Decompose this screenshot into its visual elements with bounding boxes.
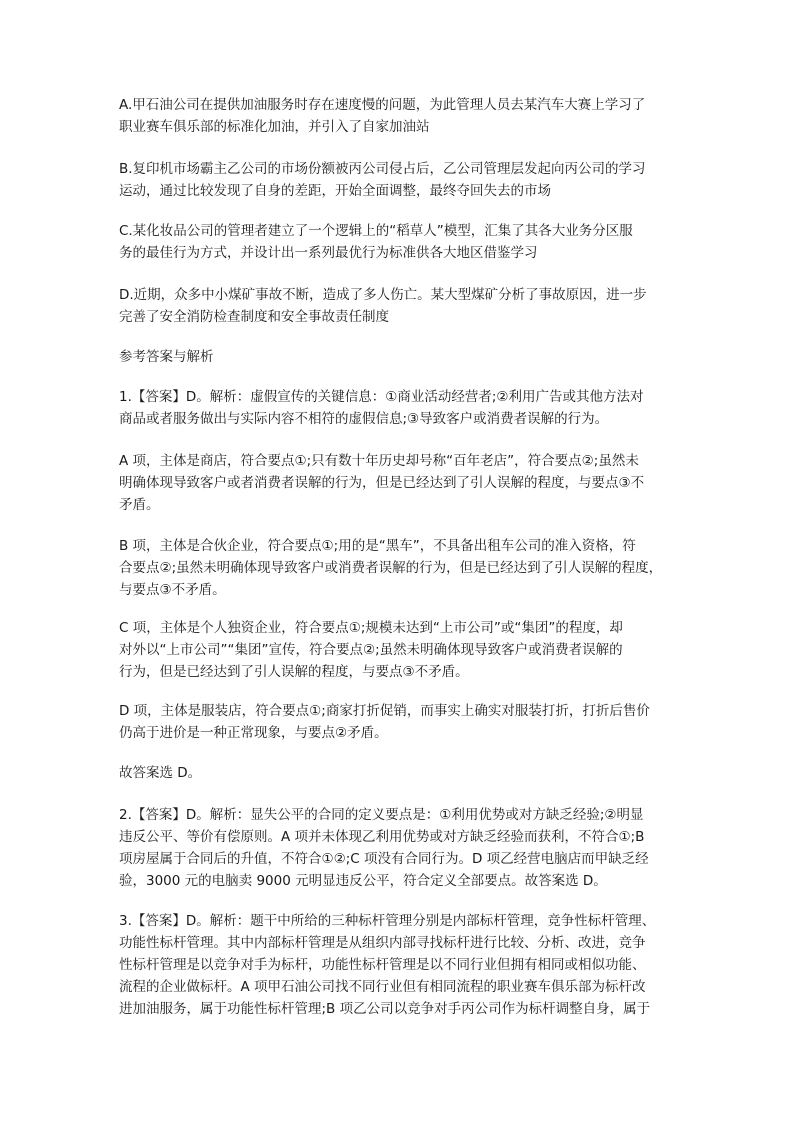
answer-2: 2.【答案】D。解析：显失公平的合同的定义要点是：①利用优势或对方缺乏经验;②明显 违反公平、等价有偿原则。A 项并未体现乙利用优势或对方缺乏经验而获利，不符合①;B 项房屋属于合同后的升值，不符合①②;C 项没有合同行为。D 项乙经营电脑店而甲缺乏经 验，3000 元的电脑卖 9000 元明显违反公平，符合定义全部要点。故答案选 D。 xyxy=(119,807,649,889)
answer-1-intro: 1.【答案】D。解析：虚假宣传的关键信息：①商业活动经营者;②利用广告或其他方法对 商品或者服务做出与实际内容不相符的虚假信息;③导致客户或消费者误解的行为。 xyxy=(119,389,644,427)
answer-1-option-c: C 项，主体是个人独资企业，符合要点①;规模未达到“上市公司”或“集团”的程度，却 对外以“上市公司”“集团”宣传，符合要点②;虽然未明确体现导致客户或消费者误解的 行为，但是已经达到了引人误解的程度，与要点③不矛盾。 xyxy=(119,620,623,680)
answer-1-option-b: B 项，主体是合伙企业，符合要点①;用的是“黑车”，不具备出租车公司的准入资格，符 合要点②;虽然未明确体现导致客户或消费者误解的行为，但是已经达到了引人误解的程度， 与要点③不矛盾。 xyxy=(119,538,663,598)
section-title: 参考答案与解析 xyxy=(119,349,214,365)
option-a: A.甲石油公司在提供加油服务时存在速度慢的问题，为此管理人员去某汽车大赛上学习了 职业赛车俱乐部的标准化加油，并引入了自家加油站 xyxy=(119,97,646,135)
answer-1-conclusion: 故答案选 D。 xyxy=(119,765,202,781)
option-c: C.某化妆品公司的管理者建立了一个逻辑上的“稻草人”模型，汇集了其各大业务分区服 务的最佳行为方式，并设计出一系列最优行为标准供各大地区借鉴学习 xyxy=(119,223,633,261)
answer-3: 3.【答案】D。解析：题干中所给的三种标杆管理分别是内部标杆管理，竞争性标杆管理、 功能性标杆管理。其中内部标杆管理是从组织内部寻找标杆进行比较、分析、改进，竞争 性标杆管理是以竞争对手为标杆，功能性标杆管理是以不同行业但拥有相同或相似功能、 流程的企业做标杆。A 项甲石油公司找不同行业但有相同流程的职业赛车俱乐部为标杆改 进加油服务，属于功能性标杆管理;B 项乙公司以竞争对手丙公司作为标杆调整自身，属于 xyxy=(119,913,656,1017)
answer-1-option-d: D 项，主体是服装店，符合要点①;商家打折促销，而事实上确实对服装打折，打折后售价 仍高于进价是一种正常现象，与要点②矛盾。 xyxy=(119,703,650,741)
option-b: B.复印机市场霸主乙公司的市场份额被丙公司侵占后，乙公司管理层发起向丙公司的学习 运动，通过比较发现了自身的差距，开始全面调整，最终夺回失去的市场 xyxy=(119,161,646,199)
option-d: D.近期，众多中小煤矿事故不断，造成了多人伤亡。某大型煤矿分析了事故原因，进一步 完善了安全消防检查制度和安全事故责任制度 xyxy=(119,287,647,325)
answer-1-option-a: A 项，主体是商店，符合要点①;只有数十年历史却号称“百年老店”，符合要点②;虽然未 明确体现导致客户或者消费者误解的行为，但是已经达到了引人误解的程度，与要点③不 矛盾。 xyxy=(119,453,645,513)
